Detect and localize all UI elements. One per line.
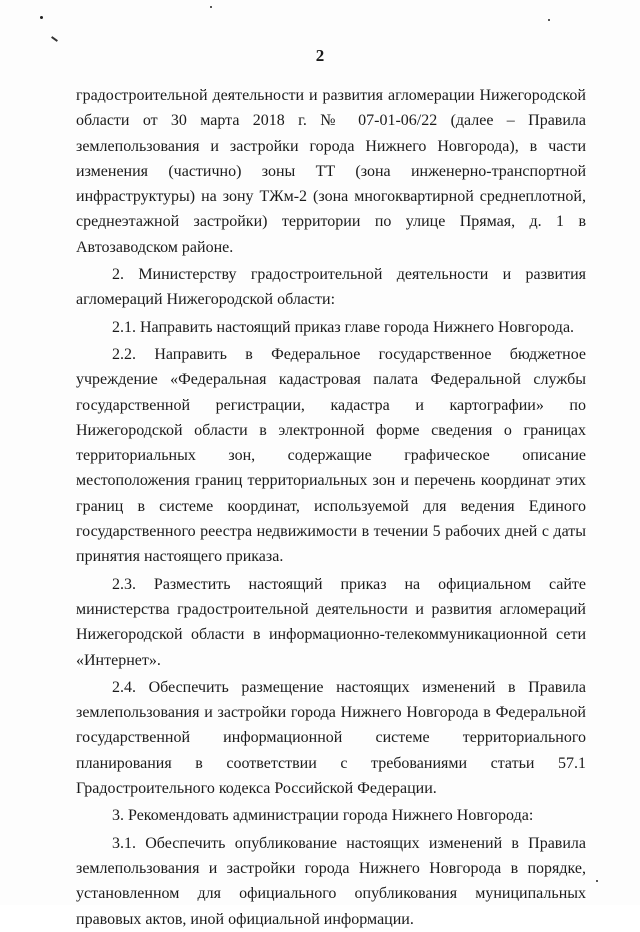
scan-speck-3: [548, 19, 550, 21]
paragraph-continuation: градостроительной деятельности и развития агломерации Нижегородской области от 30 марта 2018 г. № 07-01-06/22 (далее – Правила землепользования и застройки города Нижнего Новгорода), в части изменения (частично) зоны ТТ (зона инженерно-транспортной инфраструктуры) на зону ТЖм-2 (зона многоквартирной среднеплотной, среднеэтажной застройки) территории по улице Прямая, д. 1 в Автозаводском районе.: [76, 87, 586, 256]
scan-speck-1: [40, 16, 43, 19]
paragraph-item-2-3: 2.3. Разместить настоящий приказ на официальном сайте министерства градостроительной деятельности и развития агломераций Нижегородской области в информационно-телекоммуникационной сети «Интернет».: [76, 575, 586, 669]
paragraph-item-2-2: 2.2. Направить в Федеральное государственное бюджетное учреждение «Федеральная кадастровая палата Федеральной службы государственной регистрации, кадастра и картографии» по Нижегородской области в электронной форме сведения о границах территориальных зон, содержащие графическое описание местоположения границ территориальных зон и перечень координат этих границ в системе координат, используемой для ведения Единого государственного реестра недвижимости в течении 5 рабочих дней с даты принятия настоящего приказа.: [76, 345, 586, 566]
paragraph-item-2-1: 2.1. Направить настоящий приказ главе города Нижнего Новгорода.: [112, 318, 575, 336]
paragraph-item-2-4: 2.4. Обеспечить размещение настоящих изменений в Правила землепользования и застройки города Нижнего Новгорода в Федеральной государственной информационной системе территориального планирования в соответствии с требованиями статьи 57.1 Градостроительного кодекса Российской Федерации.: [76, 678, 586, 798]
scan-speck-4: [596, 880, 598, 882]
page-number: 2: [315, 46, 325, 65]
paragraph-item-3: 3. Рекомендовать администрации города Нижнего Новгорода:: [112, 807, 534, 825]
paragraph-item-3-1: 3.1. Обеспечить опубликование настоящих изменений в Правила землепользования и застройки города Нижнего Новгорода в порядке, установленном для официального опубликования муниципальных правовых актов, иной официальной информации.: [76, 834, 586, 928]
document-body: [76, 83, 586, 932]
paragraph-item-2: 2. Министерству градостроительной деятельности и развития агломераций Нижегородской области:: [76, 266, 586, 309]
scan-artifact-mark: [51, 36, 58, 42]
scan-speck-2: [210, 6, 212, 8]
